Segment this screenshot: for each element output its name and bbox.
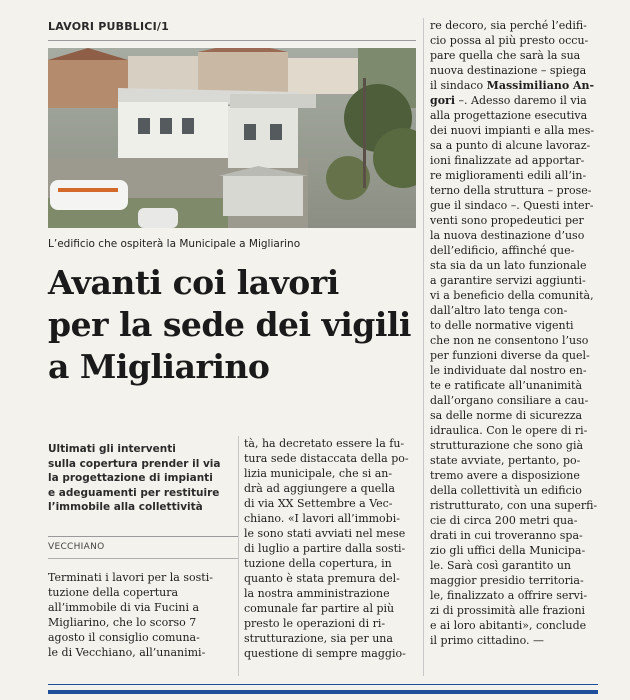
- footer-accent-bar: [48, 690, 598, 694]
- body-text-line: la nostra amministrazione: [244, 587, 390, 600]
- body-text-line: lizia municipale, che si an-: [244, 467, 393, 480]
- body-text-line: zi di prossimità alle frazioni: [430, 604, 586, 617]
- building-photo-image: [48, 48, 416, 228]
- headline-line: Avanti coi lavori: [48, 263, 339, 302]
- dateline-location: VECCHIANO: [48, 542, 105, 552]
- body-text-line: la nuova destinazione d’uso: [430, 229, 585, 242]
- body-text-line: il primo cittadino. —: [430, 634, 545, 647]
- body-text-line: ristrutturato, con una superfi-: [430, 499, 598, 512]
- body-text-line: chiano. «I lavori all’immobi-: [244, 512, 400, 525]
- body-text-line: le di Vecchiano, all’unanimi-: [48, 646, 206, 659]
- section-rule: [48, 40, 416, 41]
- location-rule: [48, 536, 238, 537]
- body-text-line: le. Sarà così garantito un: [430, 559, 572, 572]
- body-text-line: te e ratificate all’unanimità: [430, 379, 583, 392]
- summary-line: sulla copertura prender il via: [48, 457, 221, 470]
- body-text-line: e ai loro abitanti», conclude: [430, 619, 587, 632]
- body-text-line: questione di sempre maggio-: [244, 647, 406, 660]
- body-column-left: [48, 570, 232, 660]
- body-text-line: zio gli uffici della Municipa-: [430, 544, 586, 557]
- body-text-line: re miglioramenti edili all’in-: [430, 169, 587, 182]
- body-text-line: all’immobile di via Fucini a: [48, 601, 200, 614]
- column-divider: [423, 18, 424, 676]
- body-text-line: gue il sindaco –. Questi inter-: [430, 199, 594, 212]
- summary-line: la progettazione di impianti: [48, 472, 213, 484]
- body-text-line: sa delle norme di sicurezza: [430, 409, 583, 422]
- body-text-line: agosto il consiglio comuna-: [48, 631, 200, 644]
- body-text-line: le, finalizzato a offrire servi-: [430, 589, 588, 602]
- body-text-line: sta sia da un lato funzionale: [430, 259, 587, 272]
- summary-line: l’immobile alla collettività: [48, 501, 203, 513]
- body-text-line: ioni finalizzate ad apportar-: [430, 154, 585, 167]
- body-text-line: dei nuovi impianti e alla mes-: [430, 124, 595, 137]
- building-photo: [48, 48, 416, 228]
- body-text-line: cio possa al più presto occu-: [430, 34, 589, 47]
- body-text-line: tura sede distaccata della po-: [244, 452, 409, 465]
- body-text-line: nuova destinazione – spiega: [430, 64, 587, 77]
- body-text-line: Migliarino, che lo scorso 7: [48, 616, 197, 629]
- body-text-line: tuzione della copertura, in: [244, 557, 392, 570]
- body-text-line: drà ad aggiungere a quella: [244, 482, 395, 495]
- body-text-line: strutturazione che sono già: [430, 439, 584, 452]
- summary-line: e adeguamenti per restituire: [48, 486, 220, 499]
- body-text-line: per funzioni diverse da quel-: [430, 349, 590, 362]
- body-text-line: a garantire servizi aggiunti-: [430, 274, 586, 287]
- location-rule-bottom: [48, 558, 238, 559]
- column-divider: [238, 436, 239, 676]
- photo-caption: L’edificio che ospiterà la Municipale a Migliarino: [48, 238, 301, 250]
- body-text-line: presto le operazioni di ri-: [244, 617, 386, 630]
- body-text-line: vi a beneficio della comunità,: [430, 289, 594, 302]
- body-column-right: [430, 18, 596, 648]
- body-text-line: strutturazione, sia per una: [244, 632, 393, 645]
- body-text-line: state avviate, pertanto, po-: [430, 454, 581, 467]
- headline-line: a Migliarino: [48, 347, 270, 386]
- body-text-line: idraulica. Con le opere di ri-: [430, 424, 588, 437]
- body-text-line: che non ne consentono l’uso: [430, 334, 589, 347]
- headline: [48, 262, 418, 388]
- body-text-line: dall’altro lato tenga con-: [430, 304, 568, 317]
- body-text-line: di luglio a partire dalla sosti-: [244, 542, 406, 555]
- body-text-line: sa a punto di alcune lavoraz-: [430, 139, 591, 152]
- body-text-line: cie di circa 200 metri qua-: [430, 514, 578, 527]
- body-text-line: le sono stati avviati nel mese: [244, 527, 406, 540]
- body-text-line: dell’edificio, affinché que-: [430, 244, 575, 257]
- body-text-line: tremo avere a disposizione: [430, 469, 580, 482]
- section-header: LAVORI PUBBLICI/1: [48, 20, 169, 33]
- body-text-line: di via XX Settembre a Vec-: [244, 497, 393, 510]
- summary-line: Ultimati gli interventi: [48, 443, 176, 455]
- body-text-line: alla progettazione esecutiva: [430, 109, 588, 122]
- body-text-line: tà, ha decretato essere la fu-: [244, 437, 405, 450]
- body-text-line: re decoro, sia perché l’edifi-: [430, 19, 587, 32]
- body-text-line: to delle normative vigenti: [430, 319, 574, 332]
- body-text-line: tuzione della copertura: [48, 586, 179, 599]
- body-text-line: dall’organo consiliare a cau-: [430, 394, 589, 407]
- article-summary: [48, 442, 238, 515]
- body-text-line: della collettività un edificio: [430, 484, 582, 497]
- body-text-line: maggior presidio territoria-: [430, 574, 584, 587]
- body-text-line: gori –. Adesso daremo il via: [430, 94, 587, 107]
- body-text-line: quanto è stata premura del-: [244, 572, 400, 585]
- body-text-line: comunale far partire al più: [244, 602, 395, 615]
- body-text-line: drati in cui troveranno spa-: [430, 529, 583, 542]
- body-text-line: venti sono propedeutici per: [430, 214, 584, 227]
- body-text-line: Terminati i lavori per la sosti-: [48, 571, 213, 584]
- footer-rule: [48, 684, 598, 685]
- headline-line: per la sede dei vigili: [48, 305, 411, 344]
- body-column-middle: [244, 436, 416, 661]
- body-text-line: le individuate dal nostro en-: [430, 364, 587, 377]
- body-text-line: pare quella che sarà la sua: [430, 49, 581, 62]
- body-text-line: il sindaco Massimiliano An-: [430, 79, 595, 92]
- body-text-line: terno della struttura – prose-: [430, 184, 592, 197]
